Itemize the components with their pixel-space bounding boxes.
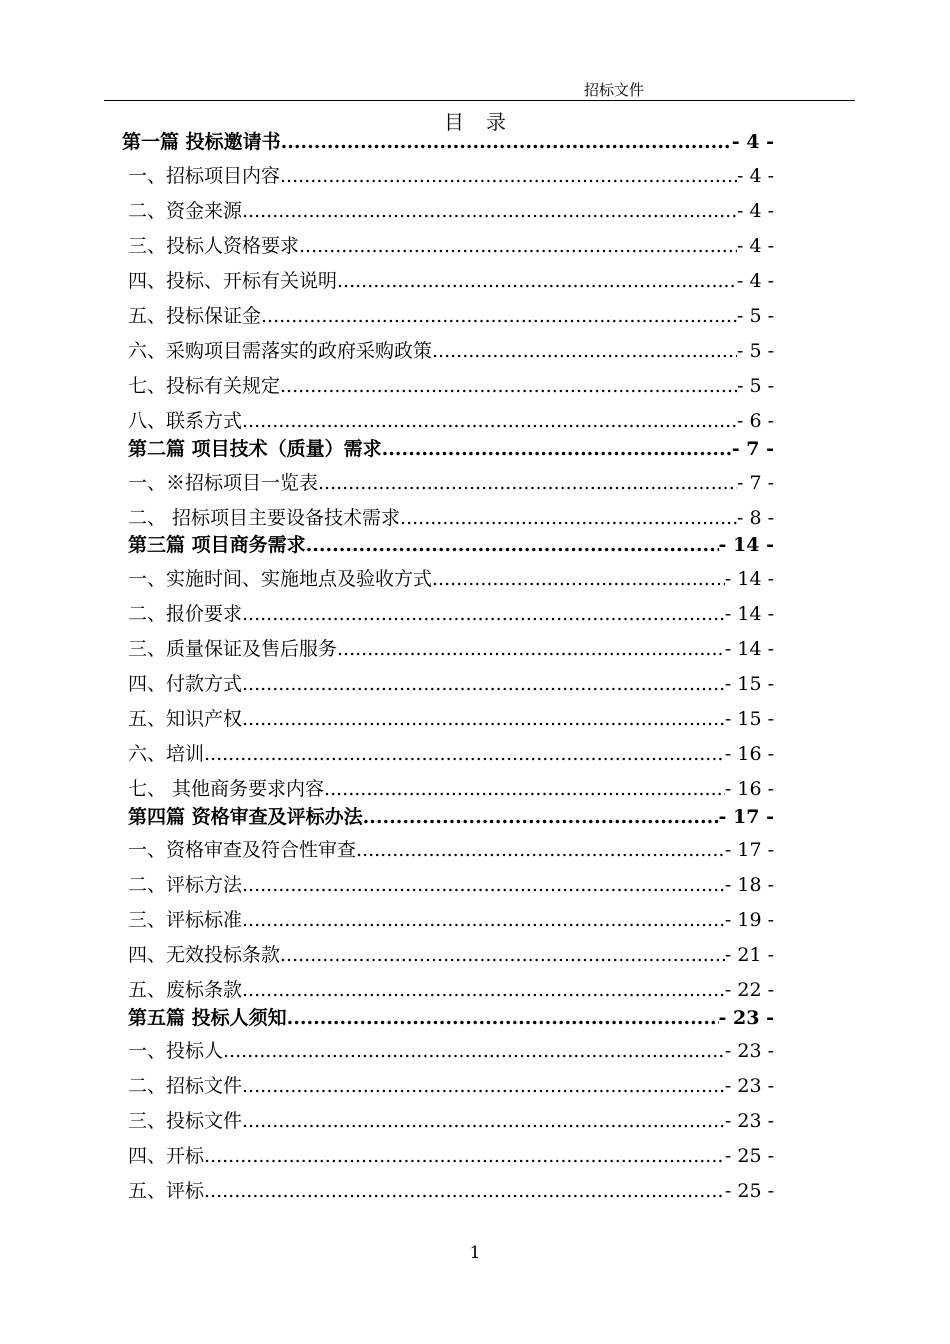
toc-dot-leader xyxy=(281,130,732,154)
toc-entry[interactable] xyxy=(128,978,774,1002)
toc-dot-leader xyxy=(242,873,725,897)
toc-entry[interactable] xyxy=(128,1144,774,1168)
toc-entry-page: - 7 - xyxy=(731,438,774,460)
toc-entry[interactable] xyxy=(128,506,774,530)
toc-entry-label: 四、开标 xyxy=(128,1145,205,1167)
toc-entry-label: 四、投标、开标有关说明 xyxy=(128,270,338,292)
toc-dot-leader xyxy=(242,1074,725,1098)
toc-entry-label: 三、投标文件 xyxy=(128,1110,243,1132)
toc-entry-label: 七、 其他商务要求内容 xyxy=(128,778,325,800)
toc-entry-page: - 19 - xyxy=(724,909,774,931)
toc-entry[interactable] xyxy=(128,374,774,398)
toc-entry[interactable] xyxy=(128,199,774,223)
toc-entry-page: - 16 - xyxy=(724,778,774,800)
toc-entry[interactable] xyxy=(128,1179,774,1203)
toc-entry-page: - 4 - xyxy=(731,131,774,153)
toc-entry[interactable] xyxy=(128,409,774,433)
toc-dot-leader xyxy=(318,471,737,495)
toc-entry[interactable] xyxy=(128,602,774,626)
toc-entry[interactable] xyxy=(128,873,774,897)
toc-entry[interactable] xyxy=(128,742,774,766)
toc-dot-leader xyxy=(204,1144,725,1168)
toc-entry[interactable] xyxy=(128,339,774,363)
toc-entry-label: 三、投标人资格要求 xyxy=(128,235,300,257)
toc-dot-leader xyxy=(223,1039,725,1063)
toc-entry-label: 三、评标标准 xyxy=(128,909,243,931)
toc-entry-label: 第五篇 投标人须知 xyxy=(128,1007,287,1029)
toc-entry-label: 一、实施时间、实施地点及验收方式 xyxy=(128,568,433,590)
toc-entry-label: 二、评标方法 xyxy=(128,874,243,896)
toc-entry-page: - 17 - xyxy=(724,839,774,861)
toc-entry-label: 第二篇 项目技术（质量）需求 xyxy=(128,438,382,460)
toc-entry-label: 二、报价要求 xyxy=(128,603,243,625)
toc-entry-label: 六、培训 xyxy=(128,743,205,765)
toc-entry-page: - 17 - xyxy=(718,806,774,828)
toc-entry-page: - 14 - xyxy=(724,638,774,660)
page-number: 1 xyxy=(469,1243,481,1263)
toc-entry-label: 四、无效投标条款 xyxy=(128,944,281,966)
toc-entry-page: - 14 - xyxy=(724,568,774,590)
toc-entry-page: - 5 - xyxy=(736,305,774,327)
toc-entry-label: 六、采购项目需落实的政府采购政策 xyxy=(128,340,433,362)
toc-entry[interactable] xyxy=(128,1039,774,1063)
toc-dot-leader xyxy=(337,269,737,293)
toc-entry-label: 三、质量保证及售后服务 xyxy=(128,638,338,660)
toc-dot-leader xyxy=(242,409,737,433)
toc-dot-leader xyxy=(432,567,725,591)
toc-entry-label: 五、投标保证金 xyxy=(128,305,262,327)
toc-entry-page: - 4 - xyxy=(736,235,774,257)
toc-dot-leader xyxy=(242,602,725,626)
toc-dot-leader xyxy=(242,707,725,731)
toc-chapter-entry[interactable] xyxy=(128,533,774,557)
toc-entry-label: 第一篇 投标邀请书 xyxy=(122,131,281,153)
toc-dot-leader xyxy=(242,199,737,223)
toc-dot-leader xyxy=(280,164,737,188)
toc-chapter-entry[interactable] xyxy=(128,1006,774,1030)
toc-entry-label: 五、废标条款 xyxy=(128,979,243,1001)
toc-entry[interactable] xyxy=(128,908,774,932)
toc-entry-label: 七、投标有关规定 xyxy=(128,375,281,397)
toc-entry-label: 一、资格审查及符合性审查 xyxy=(128,839,357,861)
toc-entry-page: - 22 - xyxy=(724,979,774,1001)
toc-dot-leader xyxy=(400,506,737,530)
toc-dot-leader xyxy=(337,637,725,661)
toc-entry[interactable] xyxy=(128,672,774,696)
toc-entry-label: 一、投标人 xyxy=(128,1040,224,1062)
toc-entry[interactable] xyxy=(128,567,774,591)
toc-entry-page: - 14 - xyxy=(724,603,774,625)
toc-entry[interactable] xyxy=(128,269,774,293)
toc-dot-leader xyxy=(242,908,725,932)
toc-dot-leader xyxy=(382,437,732,461)
toc-entry-page: - 16 - xyxy=(724,743,774,765)
toc-chapter-entry[interactable] xyxy=(128,437,774,461)
toc-entry-label: 第四篇 资格审查及评标办法 xyxy=(128,806,363,828)
toc-dot-leader xyxy=(242,672,725,696)
toc-chapter-entry[interactable] xyxy=(122,130,774,154)
toc-dot-leader xyxy=(261,304,737,328)
toc-entry[interactable] xyxy=(128,943,774,967)
toc-entry-page: - 14 - xyxy=(718,534,774,556)
toc-dot-leader xyxy=(242,1109,725,1133)
page-header-title: 招标文件 xyxy=(584,81,645,99)
toc-entry-page: - 8 - xyxy=(736,507,774,529)
toc-chapter-entry[interactable] xyxy=(128,805,774,829)
toc-entry-label: 八、联系方式 xyxy=(128,410,243,432)
toc-entry-page: - 23 - xyxy=(724,1040,774,1062)
toc-dot-leader xyxy=(204,1179,725,1203)
toc-entry-label: 一、招标项目内容 xyxy=(128,165,281,187)
toc-dot-leader xyxy=(204,742,725,766)
toc-entry-page: - 23 - xyxy=(718,1007,774,1029)
toc-title: 目录 xyxy=(444,110,528,134)
toc-entry-label: 一、※招标项目一览表 xyxy=(128,472,319,494)
toc-dot-leader xyxy=(299,234,737,258)
toc-entry-label: 五、评标 xyxy=(128,1180,205,1202)
toc-entry[interactable] xyxy=(128,637,774,661)
toc-entry[interactable] xyxy=(128,707,774,731)
toc-entry-page: - 4 - xyxy=(736,270,774,292)
toc-entry-page: - 5 - xyxy=(736,340,774,362)
toc-dot-leader xyxy=(432,339,737,363)
header-divider xyxy=(104,100,855,101)
toc-dot-leader xyxy=(287,1006,719,1030)
toc-dot-leader xyxy=(306,533,719,557)
toc-entry[interactable] xyxy=(128,304,774,328)
toc-entry-label: 五、知识产权 xyxy=(128,708,243,730)
toc-entry-label: 二、资金来源 xyxy=(128,200,243,222)
toc-entry-page: - 23 - xyxy=(724,1075,774,1097)
toc-dot-leader xyxy=(280,943,725,967)
toc-entry-page: - 21 - xyxy=(724,944,774,966)
toc-entry-page: - 7 - xyxy=(736,472,774,494)
toc-entry[interactable] xyxy=(128,234,774,258)
toc-entry[interactable] xyxy=(128,777,774,801)
toc-entry-label: 二、招标文件 xyxy=(128,1075,243,1097)
toc-entry-page: - 25 - xyxy=(724,1180,774,1202)
toc-entry[interactable] xyxy=(128,1074,774,1098)
toc-entry-page: - 25 - xyxy=(724,1145,774,1167)
toc-entry-page: - 6 - xyxy=(736,410,774,432)
toc-entry-page: - 5 - xyxy=(736,375,774,397)
toc-entry-page: - 15 - xyxy=(724,673,774,695)
toc-dot-leader xyxy=(363,805,719,829)
toc-entry-page: - 23 - xyxy=(724,1110,774,1132)
toc-entry-label: 二、 招标项目主要设备技术需求 xyxy=(128,507,401,529)
toc-entry[interactable] xyxy=(128,838,774,862)
toc-entry-label: 四、付款方式 xyxy=(128,673,243,695)
toc-entry[interactable] xyxy=(128,471,774,495)
toc-entry-page: - 15 - xyxy=(724,708,774,730)
toc-dot-leader xyxy=(280,374,737,398)
toc-entry-page: - 18 - xyxy=(724,874,774,896)
toc-dot-leader xyxy=(242,978,725,1002)
toc-entry[interactable] xyxy=(128,164,774,188)
toc-entry-page: - 4 - xyxy=(736,200,774,222)
toc-dot-leader xyxy=(356,838,725,862)
toc-dot-leader xyxy=(324,777,725,801)
toc-entry-page: - 4 - xyxy=(736,165,774,187)
toc-entry[interactable] xyxy=(128,1109,774,1133)
toc-entry-label: 第三篇 项目商务需求 xyxy=(128,534,306,556)
